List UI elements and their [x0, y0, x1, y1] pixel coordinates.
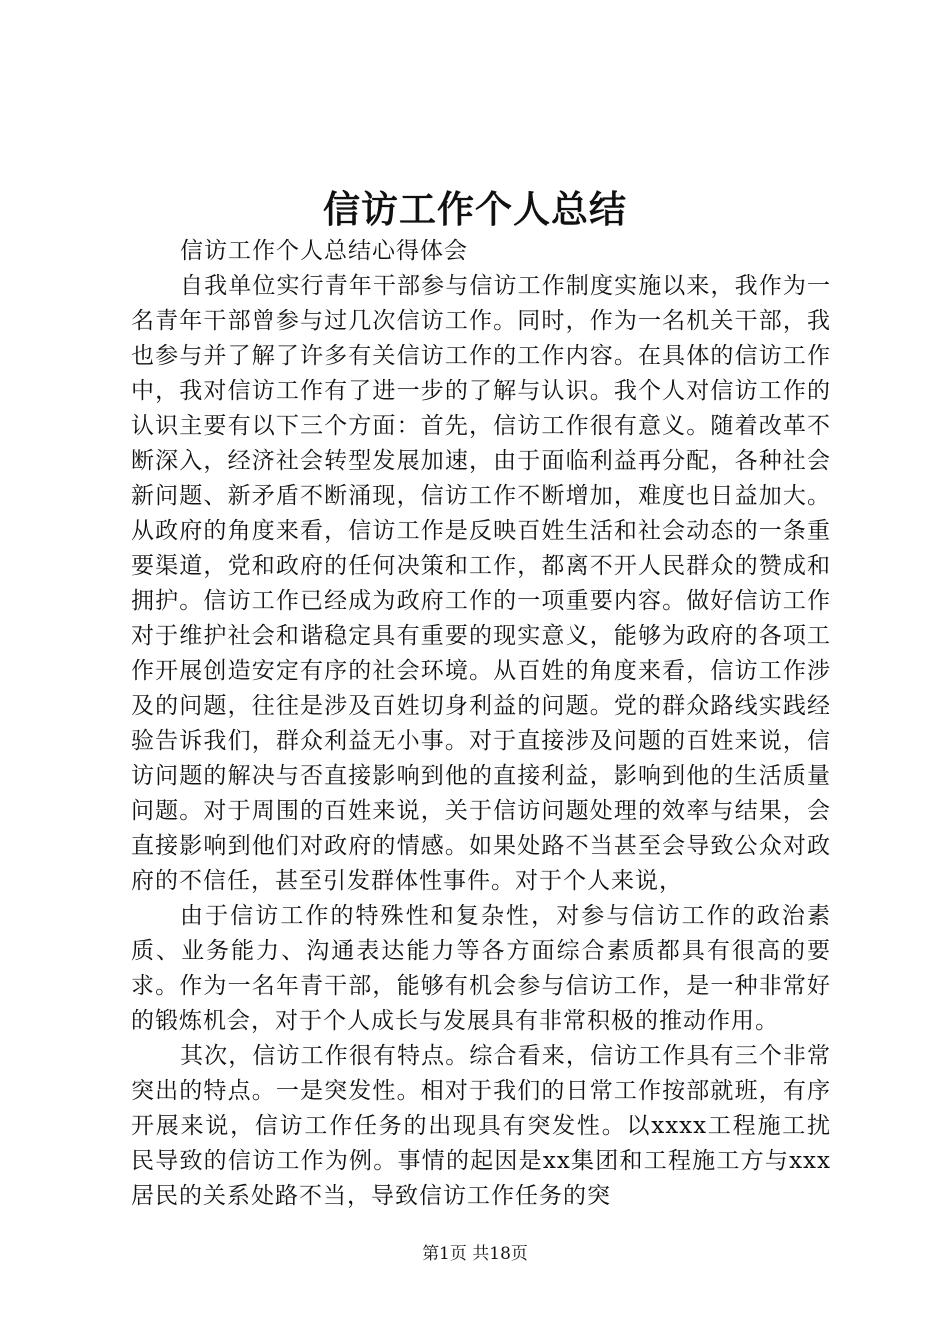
document-body: [131, 234, 831, 1214]
document-title: 信访工作个人总结: [323, 187, 627, 231]
paragraph: 由于信访工作的特殊性和复杂性，对参与信访工作的政治素质、业务能力、沟通表达能力等各方面综合素质都具有很高的要求。作为一名年青干部，能够有机会参与信访工作，是一种非常好的锻炼机会，对于个人成长与发展具有非常积极的推动作用。: [131, 903, 831, 1034]
document-subtitle: 信访工作个人总结心得体会: [180, 238, 468, 264]
page-number-footer: 第1页 共18页: [422, 1244, 528, 1264]
paragraph: 其次，信访工作很有特点。综合看来，信访工作具有三个非常突出的特点。一是突发性。相对于我们的日常工作按部就班，有序开展来说，信访工作任务的出现具有突发性。以xxxx工程施工扰民导致的信访工作为例。事情的起因是xx集团和工程施工方与xxx居民的关系处路不当，导致信访工作任务的突: [131, 1043, 831, 1209]
paragraph: 自我单位实行青年干部参与信访工作制度实施以来，我作为一名青年干部曾参与过几次信访工作。同时，作为一名机关干部，我也参与并了解了许多有关信访工作的工作内容。在具体的信访工作中，我对信访工作有了进一步的了解与认识。我个人对信访工作的认识主要有以下三个方面：首先，信访工作很有意义。随着改革不断深入，经济社会转型发展加速，由于面临利益再分配，各种社会新问题、新矛盾不断涌现，信访工作不断增加，难度也日益加大。从政府的角度来看，信访工作是反映百姓生活和社会动态的一条重要渠道，党和政府的任何决策和工作，都离不开人民群众的赞成和拥护。信访工作已经成为政府工作的一项重要内容。做好信访工作对于维护社会和谐稳定具有重要的现实意义，能够为政府的各项工作开展创造安定有序的社会环境。从百姓的角度来看，信访工作涉及的问题，往往是涉及百姓切身利益的问题。党的群众路线实践经验告诉我们，群众利益无小事。对于直接涉及问题的百姓来说，信访问题的解决与否直接影响到他的直接利益，影响到他的生活质量问题。对于周围的百姓来说，关于信访问题处理的效率与结果，会直接影响到他们对政府的情感。如果处路不当甚至会导致公众对政府的不信任，甚至引发群体性事件。对于个人来说，: [131, 273, 831, 894]
